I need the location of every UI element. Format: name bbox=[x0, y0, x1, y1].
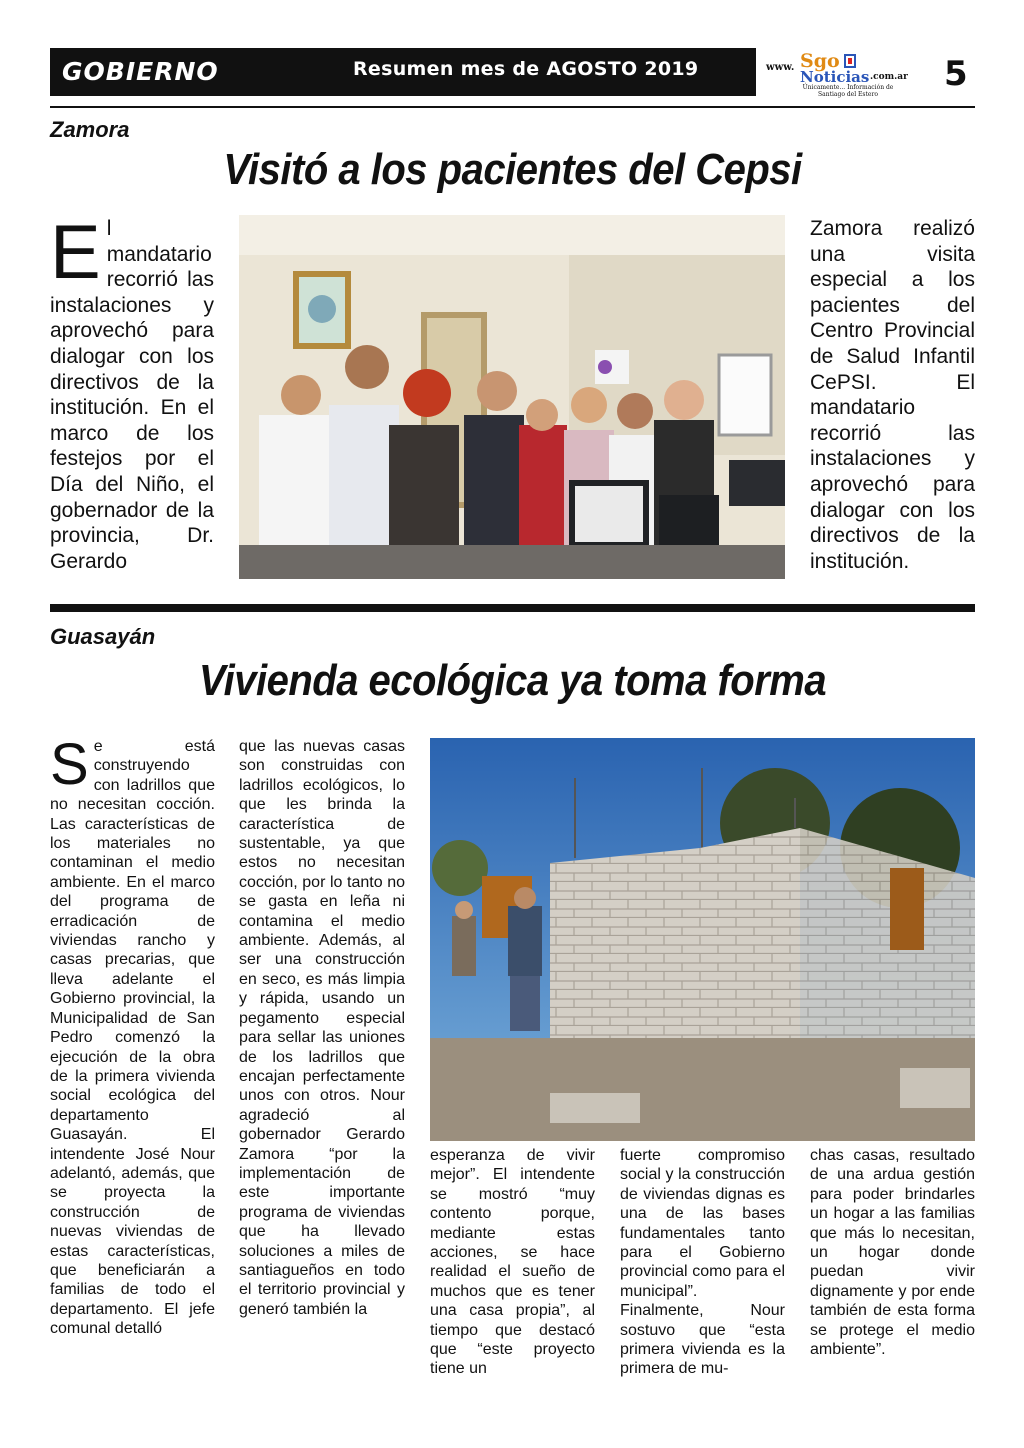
article2-kicker: Guasayán bbox=[50, 624, 156, 649]
article1-right-text: Zamora realizó una visita especial a los pacientes del Centro Provincial de Salud Infantil CePSI. El mandatario recorrió las instalaciones y aprovechó para dialogar con los directivos de la institución. bbox=[810, 217, 975, 573]
article2-col2 bbox=[239, 737, 405, 1319]
article1-kicker: Zamora bbox=[50, 117, 130, 142]
logo-mark-icon bbox=[844, 54, 856, 68]
header-rule bbox=[50, 106, 975, 108]
drop-cap: S bbox=[50, 732, 89, 797]
construction-photo-icon bbox=[430, 738, 975, 1141]
article2-headline: Vivienda ecológica ya toma forma bbox=[198, 657, 827, 705]
logo-domain: .com.ar bbox=[870, 72, 908, 82]
section-divider bbox=[50, 604, 975, 612]
article2-col1-text: e está construyendo con ladrillos que no necesitan cocción. Las características de los materiales no contaminan el medio ambiente. En el marco del programa de erradicación de viviendas rancho y casas precarias, que lleva adelante el Gobierno provincial, la Municipalidad de San Pedro comenzó la ejecución de la obra de la primera vivienda social ecológica del departamento Guasayán. El intendente José Nour adelantó, además, que se proyecta la construcción de nuevas viviendas de estas características, que beneficiarán a familias de todo el departamento. El jefe comunal detalló bbox=[50, 738, 215, 1338]
header-bar bbox=[50, 48, 756, 96]
article2-col2-text: que las nuevas casas son construidas con ladrillos ecológicos, lo que les brinda la característica de sustentable, ya que estos no necesitan cocción, por lo tanto no se gasta en leña ni contamina el medio ambiente. Además, al ser una construcción en seco, es más limpia y rápida, usando un pegamento especial para sellar las uniones de los ladrillos que encajan perfectamente unos con otros. Nour agradeció al gobernador Gerardo Zamora “por la implementación de este importante programa de viviendas que ha llevado soluciones a miles de santiagueños en todo el territorio provincial y generó también la bbox=[239, 738, 405, 1318]
article2-col5 bbox=[810, 1146, 975, 1359]
article2-col4-text: fuerte compromiso social y la construcción de viviendas dignas es una de las bases fundamentales tanto para el Gobierno provincial como para el municipal”. Finalmente, Nour sostuvo que “esta primera vivienda es la primera de mu- bbox=[620, 1147, 785, 1378]
house-construction-photo bbox=[430, 738, 975, 1141]
drop-cap: E bbox=[50, 210, 101, 295]
issue-label: Resumen mes de AGOSTO 2019 bbox=[353, 58, 699, 80]
article2-col1 bbox=[50, 732, 215, 1339]
article2-col5-text: chas casas, resultado de una ardua gestión para poder brindarles un hogar a las familias que más lo necesitan, un hogar donde puedan vivir dignamente y por ende también de esta forma se protege el medio ambiente”. bbox=[810, 1147, 975, 1359]
logo-www: www. bbox=[766, 62, 795, 73]
site-logo[interactable] bbox=[766, 52, 906, 96]
article1-left-text: l mandatario recorrió las instalaciones y aprovechó para dialogar con los directivos de la institución. En el marco de los festejos por el Día del Niño, el gobernador de la provincia, Dr. Gerardo bbox=[50, 217, 214, 573]
logo-noticias: Noticias bbox=[800, 68, 870, 86]
logo-tagline: Únicamente... Información de Santiago del Estero bbox=[802, 84, 894, 98]
group-photo-icon bbox=[239, 215, 785, 579]
article1-right-column bbox=[810, 216, 975, 574]
page-number: 5 bbox=[944, 54, 968, 94]
article1-left-column bbox=[50, 210, 214, 574]
logo-sgo: Sgo bbox=[800, 50, 840, 72]
clinic-group-photo bbox=[239, 215, 785, 579]
article2-col3-text: esperanza de vivir mejor”. El intendente se mostró “muy contento porque, mediante estas acciones, se hace realidad el sueño de muchos que es tener una casa propia”, al tiempo que destacó que “este proyecto tiene un bbox=[430, 1147, 595, 1378]
article2-col3 bbox=[430, 1146, 595, 1379]
article1-headline: Visitó a los pacientes del Cepsi bbox=[223, 146, 802, 194]
article2-col4 bbox=[620, 1146, 785, 1379]
section-label: GOBIERNO bbox=[62, 57, 219, 86]
